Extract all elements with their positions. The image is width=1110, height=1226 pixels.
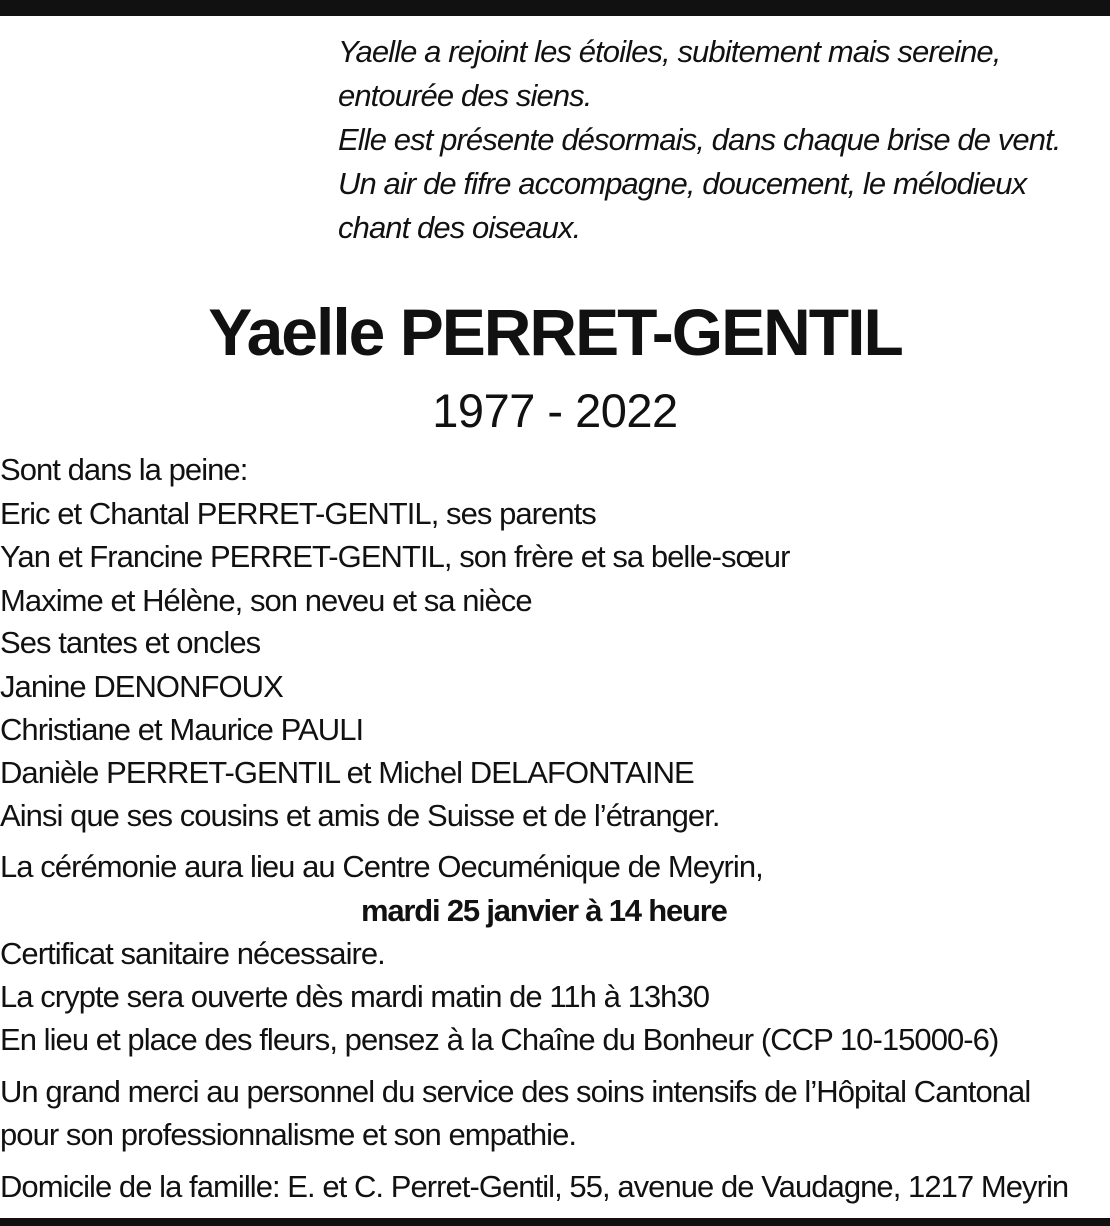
- thanks-line: Un grand merci au personnel du service des soins intensifs de l’Hôpital Cantonal: [0, 1074, 1031, 1109]
- note-line: La crypte sera ouverte dès mardi matin de 11h à 13h30: [0, 979, 710, 1014]
- ceremony-datetime: mardi 25 janvier à 14 heure: [361, 893, 727, 928]
- mourner-line: Christiane et Maurice PAULI: [0, 712, 364, 747]
- poem-line: Un air de fifre accompagne, doucement, le mélodieux: [338, 166, 1027, 201]
- poem-line: Yaelle a rejoint les étoiles, subitement mais sereine,: [338, 34, 1001, 69]
- poem-block: [338, 30, 1110, 250]
- note-line: En lieu et place des fleurs, pensez à la Chaîne du Bonheur (CCP 10-15000-6): [0, 1022, 999, 1057]
- mourner-line: Ainsi que ses cousins et amis de Suisse et de l’étranger.: [0, 798, 720, 833]
- mourner-line: Danièle PERRET-GENTIL et Michel DELAFONTAINE: [0, 755, 694, 790]
- deceased-name: Yaelle PERRET-GENTIL: [208, 295, 902, 369]
- poem-line: chant des oiseaux.: [338, 210, 581, 245]
- family-domicile: Domicile de la famille: E. et C. Perret-Gentil, 55, avenue de Vaudagne, 1217 Meyrin: [0, 1169, 1069, 1204]
- mourner-line: Yan et Francine PERRET-GENTIL, son frère et sa belle-sœur: [0, 539, 790, 574]
- ceremony-intro: La cérémonie aura lieu au Centre Oecuménique de Meyrin,: [0, 849, 763, 884]
- thanks-line: pour son professionnalisme et son empathie.: [0, 1117, 577, 1152]
- mourner-line: Maxime et Hélène, son neveu et sa nièce: [0, 583, 532, 618]
- poem-line: entourée des siens.: [338, 78, 592, 113]
- mourner-line: Janine DENONFOUX: [0, 669, 283, 704]
- mourners-heading: Sont dans la peine:: [0, 452, 248, 487]
- bottom-border-rule: [0, 1218, 1110, 1226]
- mourner-line: Ses tantes et oncles: [0, 625, 261, 660]
- top-border-rule: [0, 0, 1110, 16]
- poem-line: Elle est présente désormais, dans chaque brise de vent.: [338, 122, 1061, 157]
- life-years: 1977 - 2022: [432, 384, 678, 437]
- mourner-line: Eric et Chantal PERRET-GENTIL, ses parents: [0, 496, 596, 531]
- note-line: Certificat sanitaire nécessaire.: [0, 936, 385, 971]
